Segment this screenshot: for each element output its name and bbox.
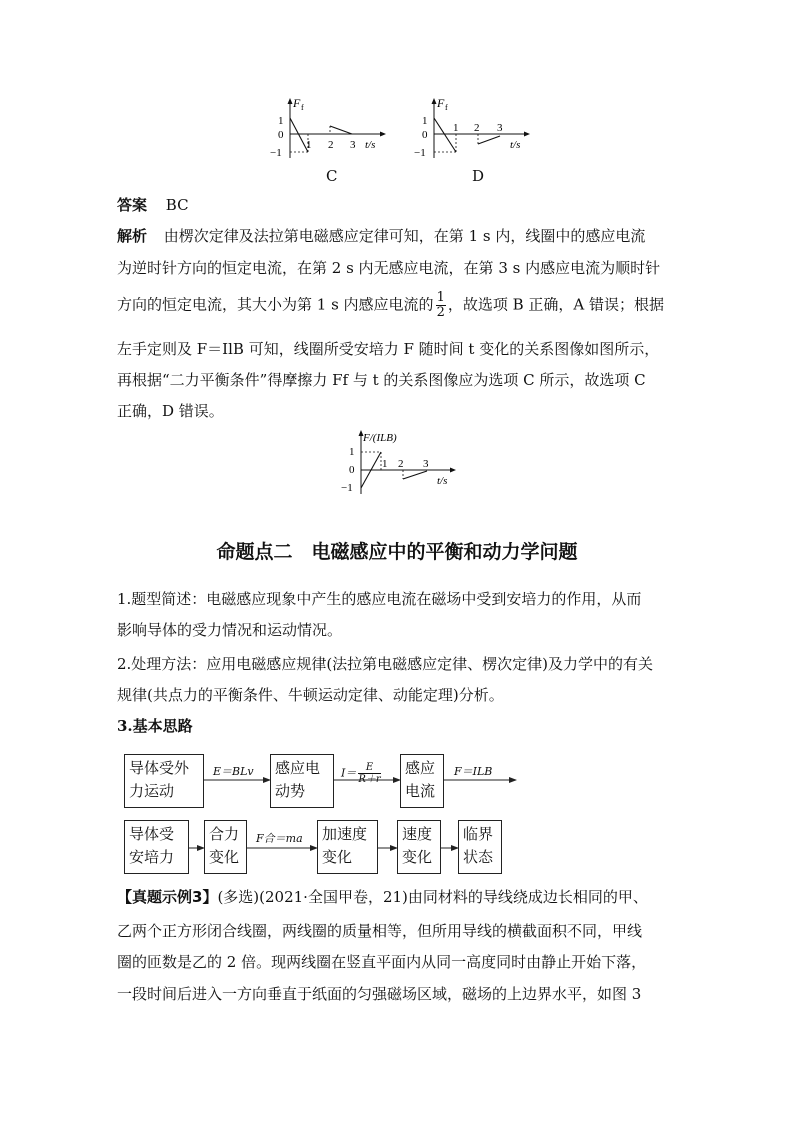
point-1-line-2: 影响导体的受力情况和运动情况。 xyxy=(117,621,343,639)
flow-label-emf: E＝BLv xyxy=(213,765,254,778)
analysis-line-5: 再根据“二力平衡条件”得摩擦力 Ff 与 t 的关系图像应为选项 C 所示，故选项 C xyxy=(117,371,646,389)
answer-label: 答案 xyxy=(117,196,148,214)
graph-c-tick-x1: 1 xyxy=(306,139,312,151)
flow-box-emf: 感应电 动势 xyxy=(270,754,334,808)
graph-d-y-axis-sub: f xyxy=(445,103,448,112)
flow-label-current xyxy=(341,762,383,785)
point-2-line-1: 2.处理方法：应用电磁感应规律(法拉第电磁感应定律、楞次定律)及力学中的有关 xyxy=(117,655,654,673)
flow-box-critical: 临界 状态 xyxy=(458,820,502,874)
example-line-3: 圈的匝数是乙的 2 倍。现两线圈在竖直平面内从同一高度同时由静止开始下落， xyxy=(117,953,647,971)
example-line-1 xyxy=(117,886,648,907)
graph-d-y-axis-label: F xyxy=(437,96,445,110)
current-formula-num: E xyxy=(358,762,380,774)
example-line-4: 一段时间后进入一方向垂直于纸面的匀强磁场区域，磁场的上边界水平，如图 3 xyxy=(117,985,642,1003)
graph-c-x-axis-label: t/s xyxy=(365,139,376,151)
graph-d-tick-y1: 1 xyxy=(422,115,428,127)
flow-label-newton: F合＝ma xyxy=(256,832,303,845)
graph-force-tick-y-1: −1 xyxy=(341,482,353,494)
analysis-line-2: 为逆时针方向的恒定电流，在第 2 s 内无感应电流，在第 3 s 内感应电流为顺时针 xyxy=(117,259,661,277)
fraction-denominator: 2 xyxy=(436,305,445,320)
graph-d-tick-y-1: −1 xyxy=(414,147,426,159)
graph-c-y-axis-label: F xyxy=(293,96,301,110)
graph-c-tick-y1: 1 xyxy=(278,115,284,127)
graph-d-tick-y0: 0 xyxy=(422,129,428,141)
section-heading: 命题点二 电磁感应中的平衡和动力学问题 xyxy=(216,541,578,563)
flow-box-net-force: 合力 变化 xyxy=(204,820,247,874)
point-2-line-2: 规律(共点力的平衡条件、牛顿运动定律、动能定理)分析。 xyxy=(117,686,504,704)
graph-force-tick-y1: 1 xyxy=(349,446,355,458)
flow-box-velocity: 速度 变化 xyxy=(397,820,441,874)
graph-c-tick-y0: 0 xyxy=(278,129,284,141)
analysis-text-3b: ，故选项 B 正确，A 错误；根据 xyxy=(447,295,665,314)
fraction-numerator: 1 xyxy=(436,290,445,305)
graph-force-x-axis-label: t/s xyxy=(437,475,448,487)
graph-force-tick-x1: 1 xyxy=(382,458,388,470)
graph-force-tick-x2: 2 xyxy=(398,458,404,470)
graph-d-tick-x2: 2 xyxy=(474,122,480,134)
flow-label-force: F＝ILB xyxy=(454,765,493,778)
example-text-1: (多选)(2021·全国甲卷，21)由同材料的导线绕成边长相同的甲、 xyxy=(217,888,648,906)
example-tag: 【真题示例3】 xyxy=(117,888,218,906)
answer-value: BC xyxy=(165,196,189,214)
graph-d-caption: D xyxy=(472,167,485,185)
graph-force-y-axis-label: F/(ILB) xyxy=(363,432,397,444)
graph-d-x-axis-label: t/s xyxy=(510,139,521,151)
point-3-heading: 3.基本思路 xyxy=(117,717,193,735)
analysis-text-1: 由楞次定律及法拉第电磁感应定律可知，在第 1 s 内，线圈中的感应电流 xyxy=(163,227,646,245)
graph-c-tick-x3: 3 xyxy=(350,139,356,151)
graph-force-tick-x3: 3 xyxy=(423,458,429,470)
analysis-text-3a: 方向的恒定电流，其大小为第 1 s 内感应电流的 xyxy=(117,295,434,314)
flow-box-acceleration: 加速度 变化 xyxy=(317,820,378,874)
analysis-line-4: 左手定则及 F＝IlB 可知，线圈所受安培力 F 随时间 t 变化的关系图像如图所示， xyxy=(117,340,660,358)
graph-c-tick-y-1: −1 xyxy=(270,147,282,159)
graph-c-caption: C xyxy=(326,167,338,185)
graph-c-y-axis-sub: f xyxy=(301,103,304,112)
current-formula-fraction xyxy=(358,762,380,785)
analysis-label: 解析 xyxy=(117,227,148,245)
graph-c-tick-x2: 2 xyxy=(328,139,334,151)
flow-box-motion: 导体受外 力运动 xyxy=(124,754,204,808)
graph-d-tick-x3: 3 xyxy=(497,122,503,134)
example-line-2: 乙两个正方形闭合线圈，两线圈的质量相等，但所用导线的横截面积不同，甲线 xyxy=(117,922,643,940)
current-formula-prefix: I＝ xyxy=(341,766,357,780)
flow-box-current: 感应 电流 xyxy=(400,754,444,808)
point-1-line-1: 1.题型简述：电磁感应现象中产生的感应电流在磁场中受到安培力的作用，从而 xyxy=(117,590,642,608)
flow-box-ampere-force: 导体受 安培力 xyxy=(124,820,189,874)
current-formula-den: R＋r xyxy=(358,774,381,785)
graph-d-tick-x1: 1 xyxy=(453,122,459,134)
graph-force-tick-y0: 0 xyxy=(349,464,355,476)
analysis-line-6: 正确，D 错误。 xyxy=(117,402,224,420)
